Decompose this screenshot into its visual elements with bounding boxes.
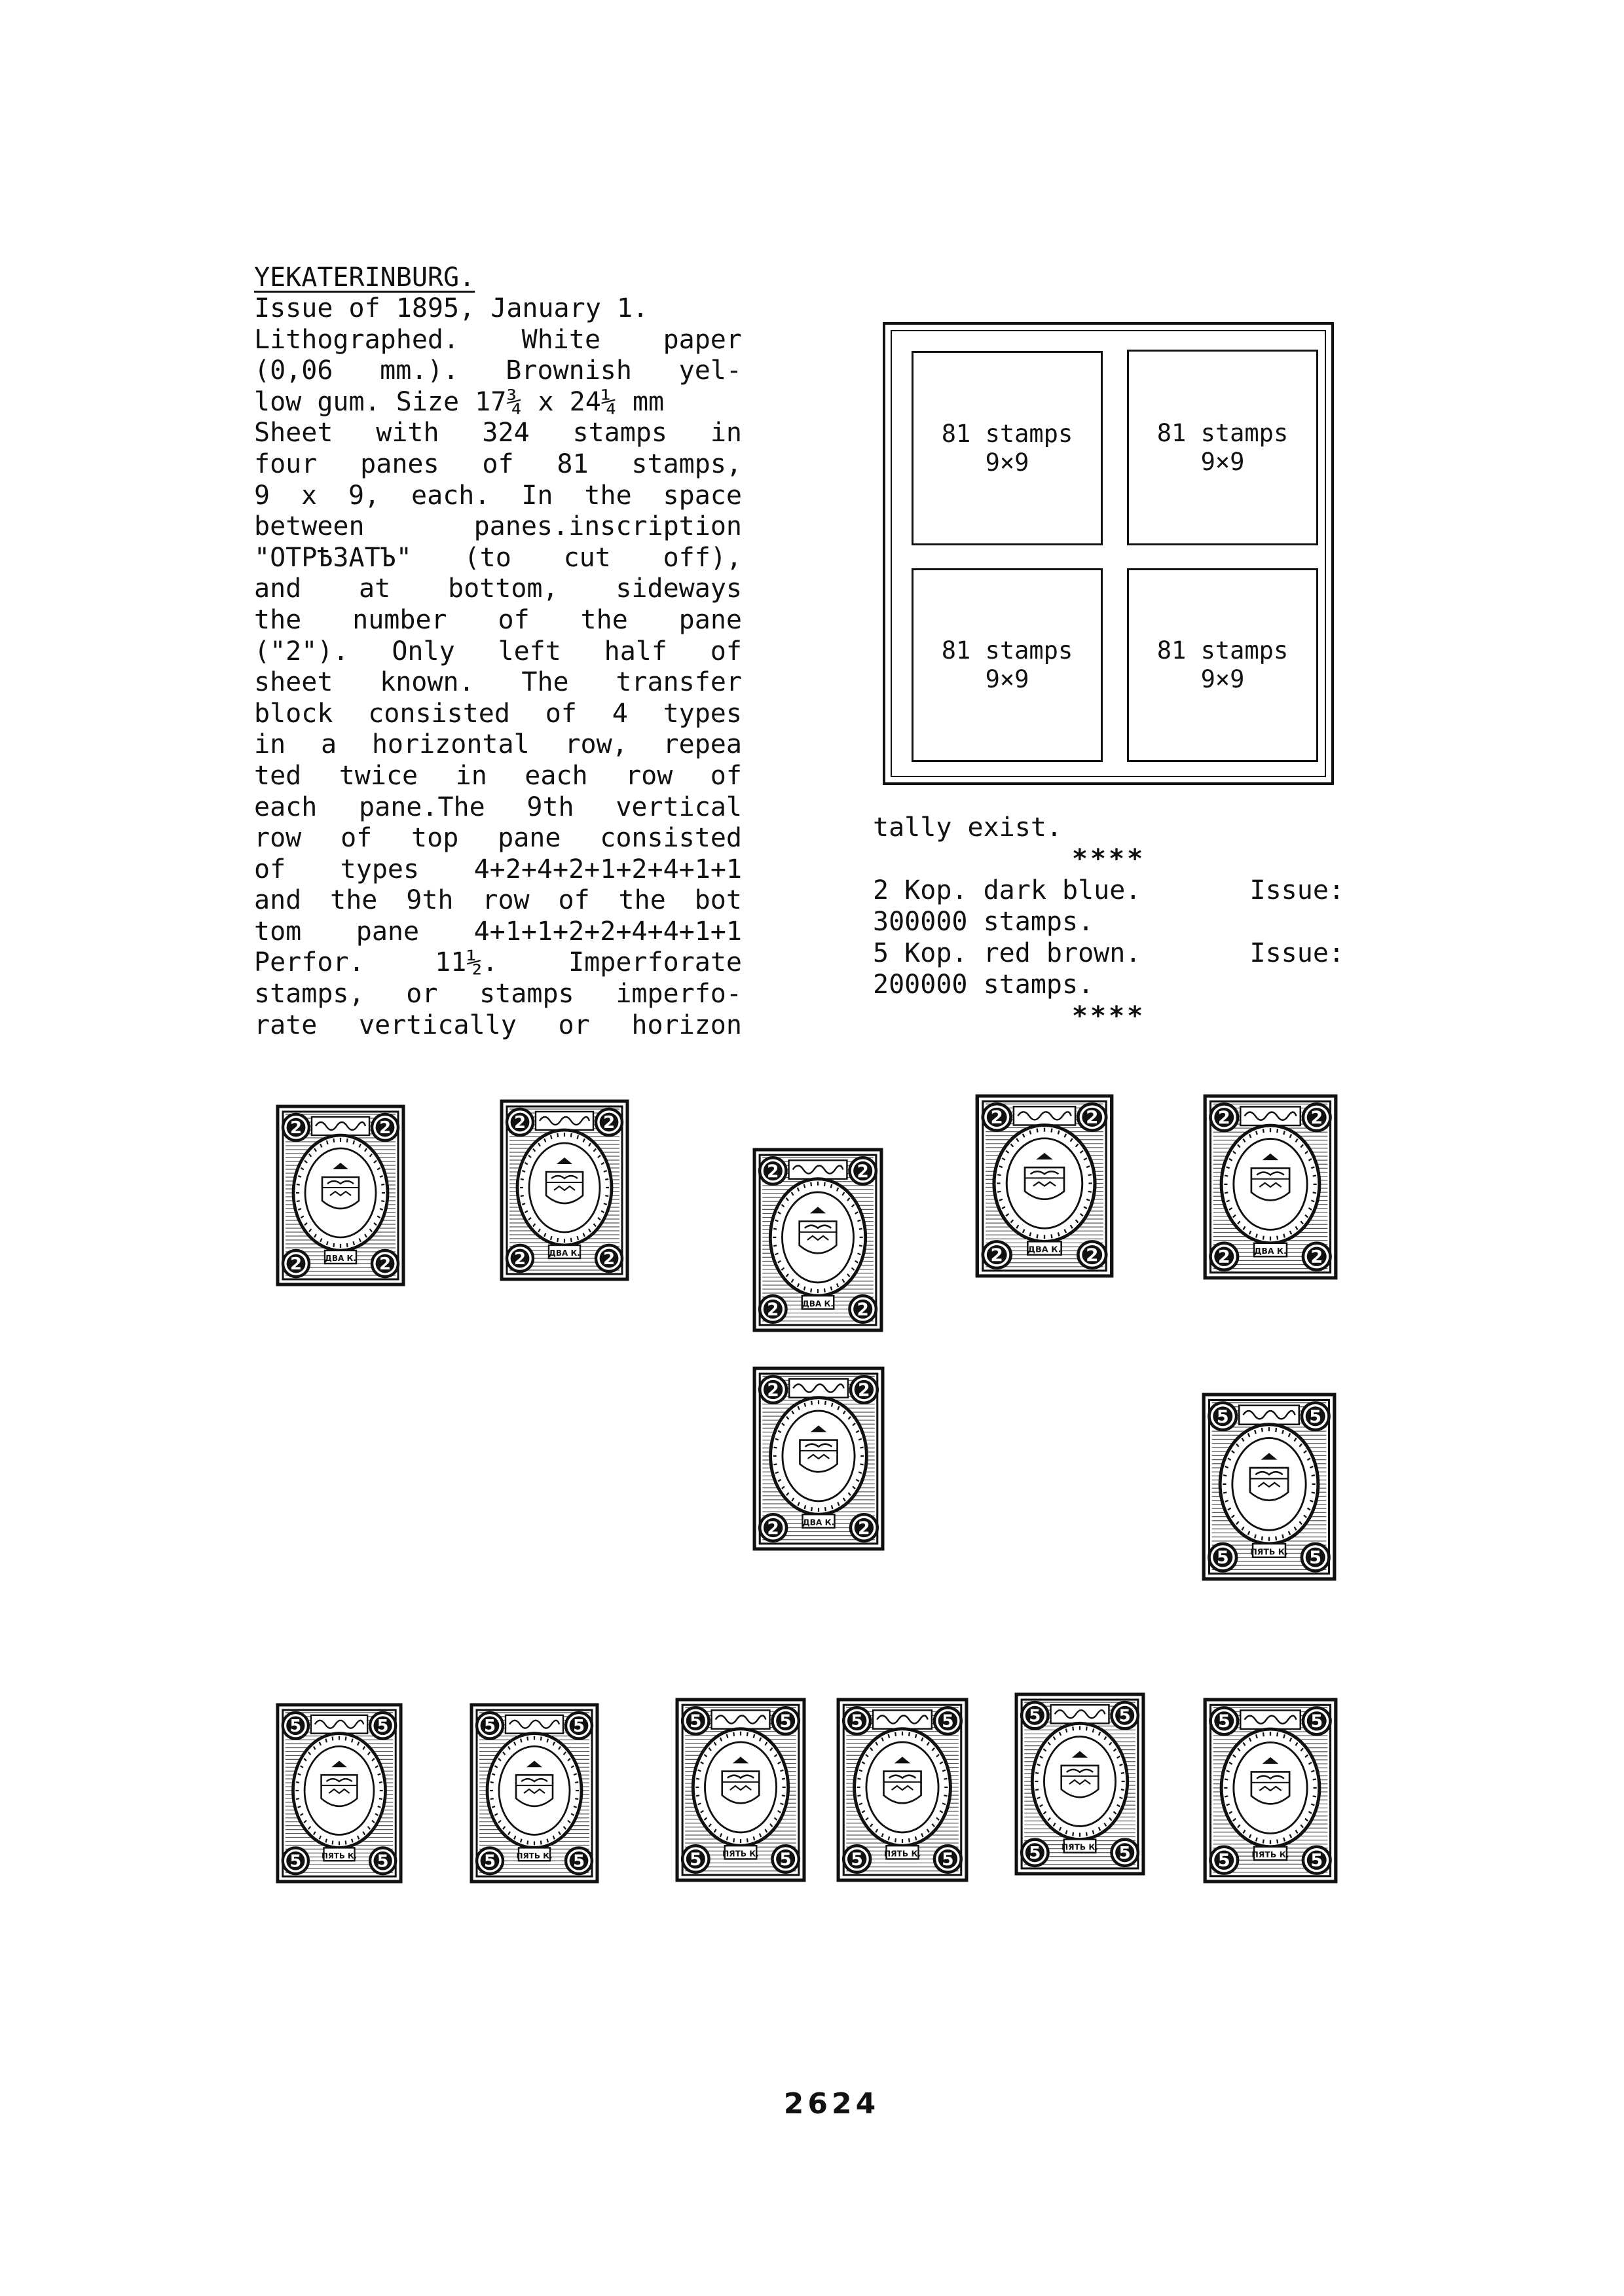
- description-word: each.: [411, 480, 490, 511]
- page-number: 2624: [783, 2087, 880, 2121]
- stamp-value-text: ПЯТЬ К.: [1250, 1546, 1288, 1557]
- stamp-5kop: [1202, 1697, 1338, 1884]
- issue-2kop: [873, 875, 1344, 906]
- stamp-value-text: ДВА К.: [325, 1254, 356, 1263]
- stamp-denomination: 2: [767, 1518, 779, 1539]
- stamp-denomination: 5: [289, 1851, 302, 1872]
- stamp-value-text: ПЯТЬ К.: [722, 1849, 759, 1859]
- description-word: sheet: [254, 667, 333, 698]
- stamp-drawing: [1201, 1392, 1337, 1582]
- description-word: stamps: [572, 418, 667, 448]
- stamp-denomination: 5: [572, 1851, 585, 1872]
- issue-5kop-label: Issue:: [1249, 938, 1344, 968]
- description-word: repea: [663, 729, 742, 760]
- stamp-denomination: 2: [1217, 1108, 1230, 1129]
- stamp-denomination: 2: [602, 1113, 616, 1133]
- description-word: panes.inscription: [473, 511, 742, 542]
- stamp-drawing: [752, 1366, 885, 1552]
- description-word: off),: [663, 542, 742, 573]
- stamp-denomination: 2: [767, 1161, 779, 1182]
- description-word: in: [710, 418, 742, 448]
- description-line: [254, 418, 742, 449]
- description-word: and: [254, 574, 302, 604]
- description-word: of: [545, 698, 577, 729]
- description-line: [254, 605, 742, 636]
- stamp-denomination: 5: [1217, 1850, 1230, 1871]
- description-word: known.: [380, 667, 475, 698]
- stamp-denomination: 5: [690, 1711, 702, 1732]
- description-word: half: [604, 636, 667, 666]
- stamp-value-text: ДВА К.: [549, 1248, 580, 1258]
- stamp-value-text: ПЯТЬ К.: [1061, 1842, 1098, 1852]
- stamp-2kop: [752, 1147, 884, 1333]
- description-word: horizon: [631, 1010, 742, 1040]
- description-word: at: [359, 574, 391, 604]
- stamp-drawing: [499, 1099, 630, 1282]
- stamp-denomination: 5: [1029, 1844, 1041, 1863]
- stamp-denomination: 2: [767, 1300, 779, 1320]
- description-word: cut: [563, 542, 611, 573]
- description-word: of: [710, 760, 742, 791]
- description-line: [254, 667, 742, 699]
- stamp-denomination: 5: [1029, 1706, 1041, 1726]
- description-word: stamps,: [254, 979, 365, 1010]
- separator-stars: ****: [1071, 1001, 1146, 1031]
- description-line: [254, 729, 742, 761]
- pane-count: 81 stamps: [941, 636, 1073, 665]
- description-word: types: [340, 854, 420, 884]
- stamp-drawing: [974, 1093, 1115, 1279]
- description-word: each: [254, 792, 318, 822]
- stamp-denomination: 2: [858, 1518, 870, 1539]
- pane-grid: 9×9: [1200, 665, 1245, 693]
- description-line: [254, 699, 742, 730]
- description-word: vertical: [616, 792, 742, 822]
- stamp-denomination: 2: [767, 1379, 779, 1400]
- description-line: [254, 481, 742, 512]
- separator-stars: ****: [1071, 844, 1146, 874]
- description-word: in: [455, 760, 487, 791]
- pane-bottom-left: [912, 568, 1103, 762]
- description-line: [254, 947, 742, 979]
- stamp-denomination: 2: [289, 1254, 303, 1275]
- description-word: left: [498, 636, 561, 666]
- stamp-value-text: ПЯТЬ К.: [883, 1849, 921, 1859]
- description-word: x: [301, 480, 318, 511]
- stamp-denomination: 2: [513, 1113, 526, 1133]
- description-word: Only: [392, 636, 455, 666]
- description-word: imperfo-: [616, 979, 742, 1010]
- description-word: the: [618, 885, 666, 916]
- description-word: rate: [254, 1010, 318, 1040]
- description-line: [254, 325, 742, 356]
- description-word: row,: [564, 729, 628, 760]
- stamp-drawing: [752, 1147, 884, 1333]
- description-line: [254, 355, 742, 387]
- pane-count: 81 stamps: [1156, 636, 1289, 665]
- stamp-denomination: 5: [1118, 1706, 1131, 1726]
- description-word: a: [320, 729, 337, 760]
- description-word: pane: [356, 916, 420, 947]
- description-word: 9: [254, 480, 270, 511]
- description-word: pane.The: [359, 792, 485, 822]
- stamp-drawing: [1014, 1692, 1146, 1876]
- stamp-2kop: [1202, 1093, 1338, 1281]
- description-word: "ОТРѢЗАТЪ": [254, 542, 412, 573]
- description-word: ("2").: [254, 636, 349, 666]
- description-line: Issue of 1895, January 1.: [254, 293, 649, 323]
- stamp-denomination: 5: [942, 1711, 954, 1732]
- stamp-value-text: ДВА К.: [1254, 1247, 1287, 1256]
- description-line: [254, 449, 742, 481]
- description-word: horizontal: [371, 729, 530, 760]
- stamp-denomination: 2: [602, 1249, 616, 1269]
- stamp-drawing: [275, 1104, 406, 1287]
- stamp-denomination: 2: [513, 1249, 526, 1269]
- issue-5kop-desc: 5 Kop. red brown.: [873, 938, 1141, 968]
- section-title: YEKATERINBURG.: [254, 263, 475, 293]
- description-word: 9,: [348, 480, 380, 511]
- description-line: [254, 574, 742, 605]
- description-line: [254, 885, 742, 917]
- stamp-denomination: 5: [1309, 1406, 1322, 1427]
- description-word: transfer: [616, 667, 742, 698]
- description-word: of: [498, 604, 530, 635]
- stamp-denomination: 2: [990, 1108, 1003, 1128]
- stamp-denomination: 2: [289, 1118, 303, 1139]
- description-word: in: [254, 729, 286, 760]
- continuation-text: tally exist.: [873, 812, 1062, 843]
- description-word: bottom,: [447, 574, 559, 604]
- description-word: row: [625, 760, 673, 791]
- stamp-denomination: 2: [858, 1379, 870, 1400]
- stamp-value-text: ПЯТЬ К.: [321, 1851, 358, 1861]
- description-word: 324: [482, 418, 530, 448]
- stamp-2kop: [275, 1104, 406, 1287]
- stamp-denomination: 5: [1310, 1850, 1323, 1871]
- stamp-denomination: 2: [1310, 1247, 1323, 1267]
- description-word: top: [411, 823, 459, 854]
- pane-top-right: [1127, 350, 1318, 545]
- description-line: [254, 636, 742, 668]
- description-word: 81: [557, 448, 589, 479]
- description-lines: [254, 293, 742, 1041]
- pane-grid: 9×9: [985, 665, 1029, 693]
- stamp-denomination: 5: [851, 1711, 863, 1732]
- stamp-denomination: 2: [378, 1254, 392, 1275]
- description-word: (to: [464, 542, 511, 573]
- stamp-denomination: 2: [857, 1161, 869, 1182]
- description-word: twice: [339, 760, 418, 791]
- stamp-denomination: 5: [483, 1851, 496, 1872]
- description-word: of: [341, 823, 373, 854]
- stamp-denomination: 5: [1216, 1548, 1229, 1569]
- description-word: types: [663, 698, 742, 729]
- stamp-denomination: 5: [851, 1849, 863, 1870]
- stamp-denomination: 2: [378, 1118, 392, 1139]
- stamp-denomination: 2: [857, 1300, 869, 1320]
- description-word: of: [482, 448, 514, 479]
- description-word: 11½.: [435, 947, 498, 978]
- description-line: [254, 917, 742, 948]
- description-line: [254, 854, 742, 886]
- stamp-denomination: 5: [1310, 1711, 1323, 1732]
- description-word: (0,06: [254, 355, 333, 386]
- description-word: each: [525, 760, 588, 791]
- stamp-5kop: [674, 1697, 807, 1883]
- stamp-denomination: 2: [1086, 1108, 1099, 1128]
- description-word: 4+1+1+2+2+4+4+1+1: [473, 916, 742, 947]
- description-word: ted: [254, 760, 302, 791]
- description-line: [254, 792, 742, 824]
- stamp-5kop: [1201, 1392, 1337, 1582]
- stamp-drawing: [1202, 1093, 1338, 1281]
- description-word: yel-: [678, 355, 742, 386]
- pane-count: 81 stamps: [1156, 418, 1289, 447]
- pane-top-left: [912, 351, 1103, 545]
- sheet-layout-diagram: [883, 322, 1334, 785]
- description-word: or: [406, 979, 438, 1010]
- stamp-denomination: 2: [1086, 1245, 1099, 1266]
- issue-2kop-desc: 2 Kop. dark blue.: [873, 875, 1141, 905]
- issue-column: [873, 812, 1344, 1032]
- stamp-denomination: 2: [1217, 1247, 1230, 1267]
- description-column: [254, 262, 742, 1041]
- description-word: tom: [254, 916, 302, 947]
- description-word: bot: [694, 885, 742, 916]
- description-word: mm.).: [380, 355, 459, 386]
- description-word: White: [521, 324, 601, 355]
- description-word: between: [254, 511, 365, 542]
- description-word: the: [584, 480, 632, 511]
- description-word: the: [330, 885, 378, 916]
- stamp-denomination: 5: [1118, 1844, 1131, 1863]
- stamp-denomination: 5: [1309, 1548, 1322, 1569]
- qty-5kop: 200000 stamps.: [873, 970, 1094, 1000]
- description-word: stamps,: [631, 448, 742, 479]
- description-word: Lithographed.: [254, 324, 460, 355]
- description-line: [254, 979, 742, 1010]
- stamp-denomination: 2: [1310, 1108, 1323, 1129]
- description-word: four: [254, 448, 318, 479]
- stamp-5kop: [1014, 1692, 1146, 1876]
- stamp-value-text: ДВА К.: [802, 1299, 834, 1309]
- stamp-denomination: 5: [483, 1716, 496, 1736]
- stamp-value-text: ДВА К.: [802, 1518, 835, 1527]
- stamp-2kop: [499, 1099, 630, 1282]
- description-word: panes: [360, 448, 439, 479]
- stamp-drawing: [1202, 1697, 1338, 1884]
- description-word: or: [558, 1010, 590, 1040]
- stamp-denomination: 5: [1216, 1406, 1229, 1427]
- stamp-drawing: [275, 1702, 403, 1884]
- stamp-value-text: ПЯТЬ К.: [516, 1851, 553, 1861]
- stamp-drawing: [674, 1697, 807, 1883]
- stamp-drawing: [836, 1697, 969, 1883]
- stamp-denomination: 5: [779, 1850, 792, 1870]
- description-word: of: [558, 885, 590, 916]
- description-word: 4+2+4+2+1+2+4+1+1: [473, 854, 742, 884]
- description-word: 9th: [526, 792, 574, 822]
- stamp-denomination: 2: [990, 1245, 1003, 1266]
- stamp-5kop: [275, 1702, 403, 1884]
- description-word: Perfor.: [254, 947, 365, 978]
- pane-grid: 9×9: [1200, 447, 1245, 476]
- description-line: [254, 761, 742, 792]
- description-word: row: [254, 823, 302, 854]
- stamp-5kop: [469, 1702, 600, 1884]
- issue-5kop: [873, 938, 1344, 969]
- stamp-denomination: 5: [289, 1716, 302, 1736]
- stamp-denomination: 5: [942, 1849, 954, 1870]
- description-word: vertically: [359, 1010, 517, 1040]
- pane-count: 81 stamps: [941, 419, 1073, 448]
- description-word: Sheet: [254, 418, 333, 448]
- description-word: sideways: [616, 574, 742, 604]
- stamp-5kop: [836, 1697, 969, 1883]
- description-word: stamps: [479, 979, 574, 1010]
- description-word: pane: [498, 823, 561, 854]
- description-word: In: [521, 480, 553, 511]
- description-line: [254, 1010, 742, 1042]
- description-word: the: [580, 604, 628, 635]
- description-word: paper: [663, 324, 742, 355]
- description-word: pane: [678, 604, 742, 635]
- description-word: consisted: [368, 698, 510, 729]
- description-line: [254, 823, 742, 854]
- description-word: Brownish: [506, 355, 632, 386]
- description-word: of: [710, 636, 742, 666]
- description-line: [254, 543, 742, 574]
- stamp-2kop: [974, 1093, 1115, 1279]
- stamp-2kop: [752, 1366, 885, 1552]
- stamp-denomination: 5: [690, 1850, 702, 1870]
- description-word: number: [352, 604, 447, 635]
- stamp-denomination: 5: [377, 1851, 389, 1872]
- description-word: 4: [612, 698, 628, 729]
- description-line: [254, 511, 742, 543]
- description-word: the: [254, 604, 302, 635]
- description-word: with: [376, 418, 439, 448]
- stamp-denomination: 5: [779, 1711, 792, 1732]
- description-word: The: [521, 667, 569, 698]
- description-word: Imperforate: [568, 947, 742, 978]
- stamp-value-text: ДВА К.: [1027, 1244, 1061, 1254]
- qty-2kop: 300000 stamps.: [873, 907, 1094, 937]
- stamp-value-text: ПЯТЬ К.: [1251, 1850, 1289, 1860]
- description-word: consisted: [600, 823, 742, 854]
- pane-grid: 9×9: [985, 448, 1029, 477]
- description-line: low gum. Size 17¾ x 24¼ mm: [254, 386, 665, 417]
- description-word: of: [254, 854, 286, 884]
- description-word: 9th: [406, 885, 454, 916]
- stamp-denomination: 5: [1217, 1711, 1230, 1732]
- issue-2kop-label: Issue:: [1249, 875, 1344, 905]
- pane-bottom-right: [1127, 568, 1318, 762]
- description-word: space: [663, 480, 742, 511]
- stamp-denomination: 5: [572, 1716, 585, 1736]
- description-word: row: [482, 885, 530, 916]
- description-word: and: [254, 885, 302, 916]
- stamp-drawing: [469, 1702, 600, 1884]
- stamp-denomination: 5: [377, 1716, 389, 1736]
- sheet-inner-border: [891, 330, 1326, 777]
- description-word: block: [254, 698, 333, 729]
